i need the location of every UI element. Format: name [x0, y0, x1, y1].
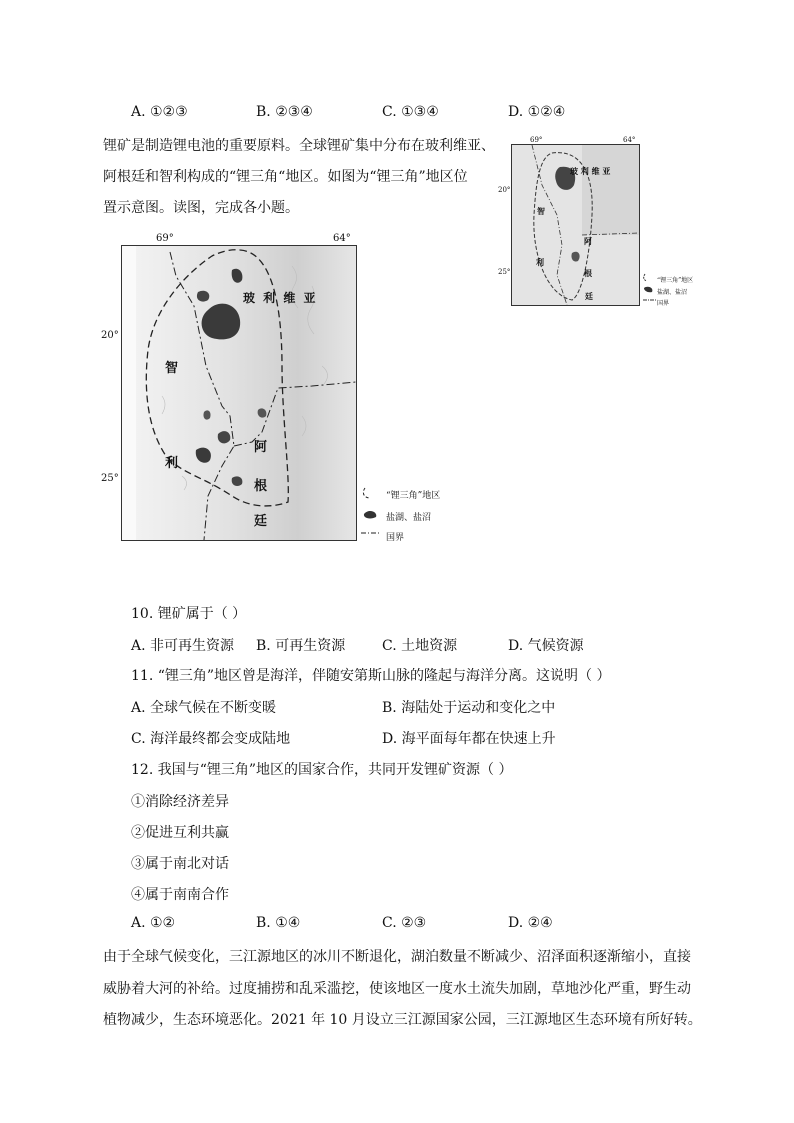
option-a: A. ①② [131, 915, 176, 931]
map-frame [121, 245, 357, 541]
statement-item: ②促进互利共赢 [131, 825, 229, 841]
small-map-legend-border: 国界 [657, 300, 670, 307]
map-legend-salt-lake: 盐湖、盐沼 [386, 513, 432, 523]
option-d: D. 气候资源 [508, 638, 584, 654]
statement-item: ①消除经济差异 [131, 794, 229, 810]
option-d: D. ①②④ [508, 104, 566, 120]
option-b: B. ①④ [256, 915, 301, 931]
map-lon-left: 69° [156, 233, 174, 244]
small-map-lat-top: 20° [498, 186, 511, 194]
statement-item: ④属于南南合作 [131, 887, 229, 903]
small-map-bolivia: 玻 利 维 亚 [570, 166, 611, 176]
option-c: C. 土地资源 [382, 638, 458, 654]
small-map-chile-2: 利 [536, 257, 544, 267]
passage-line: 由于全球气候变化，三江源地区的冰川不断退化，湖泊数量不断减少、沼泽面积逐渐缩小，直接 [103, 949, 691, 965]
small-map-legend-symbols [642, 272, 658, 304]
option-d: D. 海平面每年都在快速上升 [382, 731, 556, 747]
map-lon-right: 64° [333, 233, 351, 244]
passage-line: 威胁着大河的补给。过度捕捞和乱采滥挖，使该地区一度水土流失加剧，草地沙化严重，野生动 [103, 981, 691, 997]
map-lat-bottom: 25° [101, 473, 119, 484]
small-map-lon-left: 69° [530, 136, 543, 144]
small-map-lon-right: 64° [623, 136, 636, 144]
option-a: A. 全球气候在不断变暖 [131, 700, 277, 716]
map-label-chile-1: 智 [165, 361, 179, 376]
map-legend-border: 国界 [386, 533, 405, 543]
passage-line: 锂矿是制造锂电池的重要原料。全球锂矿集中分布在玻利维亚、 [103, 138, 495, 154]
map-lat-top: 20° [101, 330, 119, 341]
question-stem: 11. “锂三角”地区曾是海洋，伴随安第斯山脉的隆起与海洋分离。这说明（ ） [131, 668, 611, 684]
passage-line: 阿根廷和智利构成的“锂三角“地区。如图为“锂三角”地区位 [103, 169, 468, 185]
option-c: C. ②③ [382, 915, 427, 931]
question-stem: 12. 我国与“锂三角”地区的国家合作，共同开发锂矿资源（ ） [131, 762, 513, 778]
map-svg [122, 246, 356, 540]
small-map-legend-salt: 盐湖、盐沼 [657, 289, 688, 296]
map-label-argentina-3: 廷 [254, 514, 268, 529]
small-map-lat-bottom: 25° [498, 268, 511, 276]
map-label-bolivia: 玻 利 维 亚 [243, 291, 318, 305]
small-map-chile-1: 智 [537, 206, 545, 216]
small-map-argentina-3: 廷 [585, 291, 593, 301]
map-label-chile-2: 利 [165, 456, 179, 471]
small-map-argentina-2: 根 [584, 268, 592, 278]
option-b: B. 海陆处于运动和变化之中 [382, 700, 556, 716]
map-label-argentina-1: 阿 [254, 440, 268, 455]
option-b: B. 可再生资源 [256, 638, 346, 654]
option-c: C. ①③④ [382, 104, 439, 120]
option-b: B. ②③④ [256, 104, 313, 120]
option-a: A. 非可再生资源 [131, 638, 235, 654]
map-label-argentina-2: 根 [254, 479, 268, 494]
statement-item: ③属于南北对话 [131, 856, 229, 872]
option-c: C. 海洋最终都会变成陆地 [131, 731, 291, 747]
question-stem: 10. 锂矿属于（ ） [131, 606, 247, 622]
passage-line: 置示意图。读图，完成各小题。 [103, 200, 299, 216]
map-legend-symbols [360, 486, 382, 538]
small-map-legend-region: “锂三角”地区 [657, 277, 694, 284]
option-a: A. ①②③ [131, 104, 188, 120]
map-legend-region: “锂三角”地区 [386, 491, 441, 501]
small-map-argentina-1: 阿 [584, 236, 592, 246]
passage-line: 植物减少，生态环境恶化。2021 年 10 月设立三江源国家公园，三江源地区生态环境有所好转。 [103, 1012, 702, 1028]
option-d: D. ②④ [508, 915, 553, 931]
